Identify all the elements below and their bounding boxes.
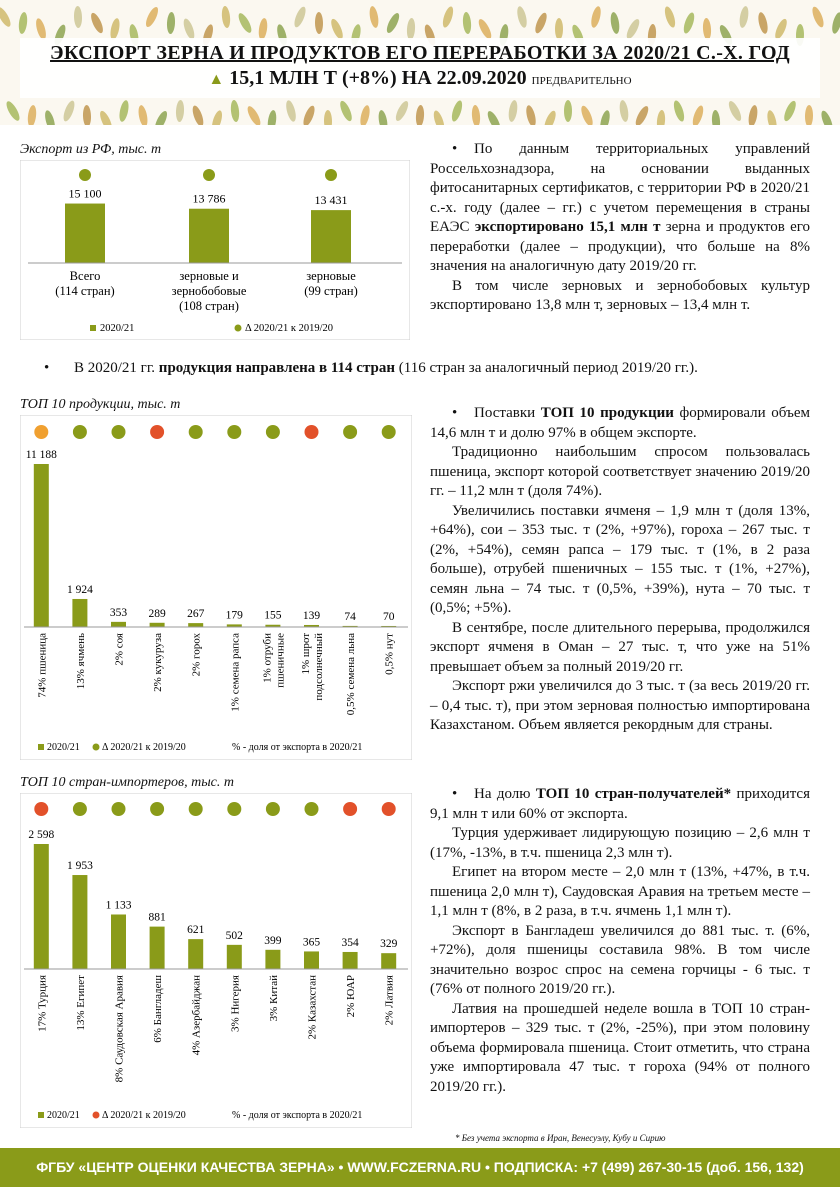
- leaf-icon: [681, 11, 696, 34]
- chart3-value-label: 621: [187, 924, 205, 937]
- legend-label: Δ 2020/21 к 2019/20: [102, 1110, 186, 1121]
- countries-count-line: [44, 360, 698, 377]
- chart3-bar: [188, 939, 203, 969]
- leaf-icon: [406, 18, 416, 41]
- chart3-category-label: 6% Бангладеш: [152, 975, 165, 1043]
- leaf-icon: [301, 104, 317, 125]
- text-run: Турция удерживает лидирующую позицию – 2,6 млн т (17%, -13%, в т.ч. пшеница 2,3 млн т).: [430, 825, 810, 861]
- text-run: В том числе зерновых и зернобобовых культур экспортировано 13,8 млн т, зерновых – 13,4 млн т.: [430, 277, 810, 313]
- leaf-icon: [579, 104, 595, 125]
- chart3-title: ТОП 10 стран-импортеров, тыс. т: [20, 775, 235, 790]
- chart3-category-label: 2% ЮАР: [345, 975, 358, 1018]
- leaf-icon: [819, 109, 835, 125]
- chart2-delta-dot: [343, 425, 357, 439]
- leaf-icon: [0, 5, 13, 28]
- chart3-value-label: 502: [225, 929, 243, 942]
- text-section-products: [430, 404, 810, 736]
- leaf-icon: [190, 104, 205, 125]
- paragraph: [430, 824, 810, 863]
- leaf-icon: [284, 99, 297, 122]
- chart2-value-label: 11 188: [25, 449, 57, 461]
- chart3-bar: [343, 952, 358, 969]
- leaf-icon: [43, 109, 57, 125]
- chart2-category-label: пшеничные: [274, 633, 287, 688]
- chart2-bar: [111, 622, 126, 627]
- chart3-delta-dot: [266, 802, 280, 816]
- leaf-icon: [598, 109, 611, 125]
- legend-bar-marker: [38, 744, 44, 750]
- leaf-icon: [74, 6, 83, 28]
- chart2-category-label: 2% соя: [113, 633, 126, 666]
- chart3-delta-dot: [150, 802, 164, 816]
- leaf-icon: [782, 99, 798, 122]
- paragraph: [430, 785, 810, 824]
- chart1-category-label: Всего: [69, 269, 101, 283]
- chart3-value-label: 881: [148, 911, 166, 924]
- leaf-icon: [323, 110, 331, 125]
- paragraph: [430, 502, 810, 619]
- chart3-delta-dot: [227, 802, 241, 816]
- leaf-icon: [393, 99, 410, 122]
- chart1-delta-dot: [325, 169, 337, 181]
- leaf-icon: [533, 11, 549, 34]
- legend-label: 2020/21: [47, 742, 80, 753]
- leaf-icon: [258, 18, 269, 41]
- chart2-category-label: 2% кукуруза: [152, 633, 165, 692]
- leaf-icon: [221, 6, 231, 29]
- text-run: Увеличились поставки ячменя – 1,9 млн т (доля 13%, +64%), сои – 353 тыс. т (2%, +97%), гороха – 267 тыс. т (2%, +54%), семян рапса – 179 тыс. т (1%, в 2 раза больше), отрубей пшеничных – 155 тыс. т (1%, +27%), семян льна – 74 тыс. т (0,5%, +39%), нута – 70 тыс. т (0,5%; +5%).: [430, 502, 810, 616]
- legend-dot-marker: [93, 744, 100, 751]
- leaf-icon: [415, 105, 425, 125]
- chart3-bar: [381, 953, 396, 969]
- chart1-category-label: (114 стран): [55, 284, 115, 298]
- leaf-icon: [542, 109, 558, 125]
- chart3-category-label: 4% Азербайджан: [190, 975, 203, 1056]
- chart3-bar: [72, 875, 87, 969]
- leaf-icon: [230, 100, 240, 123]
- paragraph: [430, 619, 810, 678]
- leaf-icon: [485, 109, 502, 125]
- text-run: (116 стран за аналогичный период 2019/20 гг.).: [395, 360, 698, 376]
- trend-up-icon: ▲: [208, 71, 225, 88]
- legend-label: Δ 2020/21 к 2019/20: [245, 323, 333, 334]
- text-section-countries: [430, 785, 810, 1097]
- leaf-icon: [747, 104, 759, 125]
- paragraph: [430, 922, 810, 1000]
- leaf-icon: [88, 11, 105, 34]
- leaf-icon: [136, 104, 148, 125]
- chart3-category-label: 8% Саудовская Аравия: [113, 975, 126, 1083]
- chart3-category-label: 13% Египет: [74, 975, 87, 1031]
- chart3-value-label: 399: [264, 934, 282, 947]
- footnote: * Без учета экспорта в Иран, Венесуэлу, Кубу и Сирию: [455, 1133, 666, 1143]
- chart1-category-label: зерновые: [306, 269, 356, 283]
- chart3-bar: [227, 945, 242, 969]
- bullet-icon: •: [44, 360, 50, 376]
- leaf-icon: [765, 109, 778, 125]
- legend-bar-marker: [90, 325, 96, 331]
- leaf-icon: [656, 110, 666, 125]
- leaf-icon: [830, 11, 840, 34]
- chart2-category-label: 1% шрот: [300, 633, 312, 675]
- leaf-icon: [338, 99, 354, 122]
- leaf-icon: [17, 12, 28, 35]
- chart3-value-label: 365: [302, 936, 321, 949]
- paragraph: [430, 863, 810, 922]
- leaf-icon: [118, 99, 130, 122]
- chart2-value-label: 139: [302, 609, 321, 622]
- chart3-bar: [150, 927, 165, 969]
- leaf-icon: [524, 104, 537, 125]
- chart3-category-label: 3% Китай: [267, 975, 280, 1022]
- bold-text: экспортировано 15,1 млн т: [474, 219, 661, 235]
- chart3-delta-dot: [112, 802, 126, 816]
- legend-label: % - доля от экспорта в 2020/21: [232, 1110, 363, 1121]
- chart3-delta-dot: [73, 802, 87, 816]
- legend-label: Δ 2020/21 к 2019/20: [102, 742, 186, 753]
- leaf-icon: [589, 5, 602, 28]
- chart2-value-label: 353: [109, 606, 128, 619]
- leaf-icon: [314, 12, 322, 34]
- leaf-icon: [738, 5, 750, 28]
- leaf-icon: [633, 104, 650, 125]
- paragraph: [430, 277, 810, 316]
- chart2-category-label: подсолнечный: [313, 633, 325, 701]
- leaf-icon: [609, 12, 620, 35]
- leaf-icon: [726, 99, 743, 122]
- chart2-delta-dot: [73, 425, 87, 439]
- chart3-bar: [304, 951, 319, 969]
- chart3-category-label: 3% Нигерия: [229, 975, 242, 1032]
- chart1-bar: [311, 210, 351, 263]
- paragraph: [430, 140, 810, 277]
- chart2-value-label: 267: [187, 608, 205, 621]
- chart2-category-label: 0,5% нут: [383, 633, 396, 675]
- text-run: В 2020/21 гг.: [74, 360, 159, 376]
- chart2-delta-dot: [305, 425, 319, 439]
- leaf-icon: [4, 99, 22, 122]
- chart2-title: ТОП 10 продукции, тыс. т: [20, 397, 181, 412]
- chart1-value-label: 15 100: [68, 186, 102, 201]
- chart2-value-label: 74: [344, 610, 356, 623]
- paragraph: [430, 443, 810, 502]
- leaf-icon: [431, 109, 446, 125]
- chart2-delta-dot: [227, 425, 241, 439]
- chart2-category-label: 1% семена рапса: [229, 633, 242, 712]
- legend-dot-marker: [235, 325, 242, 332]
- text-run: Традиционно наибольшим спросом пользовалась пшеница, экспорт которой соответствует значению 2019/20 гг. – 11,2 млн т (доля 74%).: [430, 444, 810, 499]
- leaf-icon: [555, 18, 563, 40]
- leaf-icon: [462, 12, 472, 35]
- chart3-value-label: 1 953: [66, 860, 93, 873]
- chart3-value-label: 329: [380, 938, 398, 951]
- leaf-icon: [702, 18, 712, 41]
- text-run: приходится 9,1 млн т или 60% от экспорта.: [430, 786, 810, 822]
- leaf-icon: [756, 11, 769, 34]
- leaf-icon: [153, 109, 170, 125]
- chart2-bar: [150, 623, 165, 627]
- legend-bar-marker: [38, 1112, 44, 1118]
- chart3-bar: [34, 844, 49, 969]
- header-banner: [0, 0, 840, 125]
- chart2-category-label: 1% отруби: [261, 633, 274, 683]
- leaf-icon: [97, 109, 114, 125]
- leaf-icon: [384, 11, 401, 34]
- leaf-icon: [368, 5, 380, 28]
- chart2-value-label: 1 924: [66, 583, 93, 596]
- chart3-value-label: 2 598: [28, 829, 55, 841]
- subtitle-main: 15,1 МЛН Т (+8%) НА 22.09.2020: [229, 67, 527, 89]
- chart-top10-products: [20, 415, 412, 760]
- chart3-category-label: 2% Латвия: [383, 975, 396, 1026]
- leaf-icon: [166, 12, 175, 34]
- title-block: [20, 38, 820, 98]
- chart3-bar: [111, 914, 126, 969]
- chart3-delta-dot: [189, 802, 203, 816]
- chart2-delta-dot: [266, 425, 280, 439]
- paragraph: [430, 677, 810, 736]
- footer-bar: ФГБУ «ЦЕНТР ОЦЕНКИ КАЧЕСТВА ЗЕРНА» • WWW.FCZERNA.RU • ПОДПИСКА: +7 (499) 267-30-15 (доб. 156, 132): [0, 1148, 840, 1187]
- leaf-icon: [663, 5, 677, 28]
- chart2-value-label: 70: [382, 610, 395, 623]
- chart3-delta-dot: [305, 802, 319, 816]
- leaf-icon: [267, 110, 278, 125]
- leaf-icon: [672, 99, 686, 122]
- text-run: формировали объем 14,6 млн т и долю 97% в общем экспорте.: [430, 405, 810, 441]
- chart3-delta-dot: [34, 802, 48, 816]
- chart2-delta-dot: [150, 425, 164, 439]
- bold-text: продукция направлена в 114 стран: [158, 360, 395, 376]
- leaf-icon: [377, 109, 389, 125]
- leaf-icon: [441, 5, 455, 28]
- chart1-category-label: зерновые и: [179, 269, 239, 283]
- chart2-delta-dot: [382, 425, 396, 439]
- leaf-icon: [358, 104, 371, 125]
- bold-text: ТОП 10 стран-получателей*: [535, 786, 732, 802]
- chart1-category-label: зернобобовые: [171, 284, 247, 298]
- text-run: По данным территориальных управлений Россельхознадзора, на основании выданных фитосанитарных сертификатов, с территории РФ в 2020/21 с.-х. году (далее – гг.) с учетом перемещения в страны ЕАЭС: [430, 141, 810, 235]
- chart2-delta-dot: [189, 425, 203, 439]
- paragraph: [430, 1000, 810, 1098]
- chart3-delta-dot: [343, 802, 357, 816]
- chart1-value-label: 13 431: [314, 193, 348, 208]
- chart2-delta-dot: [34, 425, 48, 439]
- text-run: зерна и продуктов его переработки (далее – продукции), что больше на 8% значения на аналогичную дату 2019/20 гг.: [430, 219, 811, 274]
- leaf-icon: [515, 5, 528, 28]
- page-subtitle: [20, 67, 820, 90]
- text-run: В сентябре, после длительного перерыва, продолжился экспорт ячменя в Оман – 27 тыс. т, что уже на 51% превышает объем за полный 2019/20 гг.: [430, 619, 810, 675]
- chart2-category-label: 13% ячмень: [74, 633, 87, 690]
- chart1-value-label: 13 786: [192, 191, 226, 206]
- leaf-icon: [209, 109, 223, 125]
- legend-label: 2020/21: [100, 323, 135, 334]
- chart1-category-label: (99 стран): [304, 284, 358, 298]
- text-run: Поставки: [474, 405, 541, 421]
- leaf-icon: [292, 5, 308, 28]
- leaf-icon: [61, 99, 76, 122]
- chart3-value-label: 354: [341, 936, 359, 949]
- chart2-category-label: 74% пшеница: [36, 633, 49, 698]
- legend-label: % - доля от экспорта в 2020/21: [232, 742, 363, 753]
- chart3-category-label: 17% Турция: [36, 975, 49, 1032]
- chart-top10-countries: [20, 793, 412, 1128]
- chart2-category-label: 0,5% семена льна: [345, 633, 358, 716]
- legend-dot-marker: [93, 1112, 100, 1119]
- text-run: На долю: [474, 786, 536, 802]
- leaf-icon: [507, 100, 518, 123]
- chart2-bar: [188, 623, 203, 627]
- text-run: Латвия на прошедшей неделе вошла в ТОП 10 стран-импортеров – 329 тыс. т (2%, -25%), при этом половину объема формировала пшеница. Стоит отметить, что страна уже импортировала 47 тыс. т гороха (94% от полного 2019/20 гг.).: [430, 1000, 810, 1095]
- text-section-summary: [430, 140, 810, 316]
- leaf-icon: [618, 100, 629, 123]
- chart2-bar: [72, 599, 87, 627]
- subtitle-note: ПРЕДВАРИТЕЛЬНО: [531, 75, 632, 87]
- leaf-icon: [711, 110, 721, 125]
- chart1-delta-dot: [79, 169, 91, 181]
- leaf-icon: [564, 100, 572, 122]
- leaf-icon: [83, 105, 92, 125]
- chart1-category-label: (108 стран): [179, 299, 239, 313]
- chart1-bar: [65, 204, 105, 263]
- legend-label: 2020/21: [47, 1110, 80, 1121]
- chart1-delta-dot: [203, 169, 215, 181]
- chart1-title: Экспорт из РФ, тыс. т: [20, 142, 162, 157]
- chart2-value-label: 155: [264, 609, 282, 622]
- chart-export-total: [20, 160, 410, 340]
- chart3-category-label: 2% Казахстан: [306, 975, 319, 1040]
- chart3-bar: [265, 950, 280, 969]
- text-run: Египет на втором месте – 2,0 млн т (13%, +47%, в т.ч. пшеница 2,0 млн т), Саудовская Аравия на третьем месте – 1,1 млн т (8%, в 2 раза, в т.ч. ячмень 1,1 млн т).: [430, 864, 810, 919]
- chart2-value-label: 179: [225, 609, 243, 622]
- chart2-bar: [34, 464, 49, 627]
- leaf-icon: [804, 105, 812, 125]
- leaf-icon: [236, 11, 254, 34]
- leaf-icon: [175, 100, 184, 122]
- chart2-category-label: 2% горох: [190, 633, 203, 677]
- leaf-icon: [690, 104, 705, 125]
- leaf-icon: [471, 105, 481, 125]
- chart3-value-label: 1 133: [105, 899, 132, 912]
- text-run: Экспорт ржи увеличился до 3 тыс. т (за весь 2019/20 гг. – 0,4 тыс. т), при этом зерновая полностью импортирована Казахстаном. Объем является рекордным для страны.: [430, 678, 810, 733]
- chart2-delta-dot: [112, 425, 126, 439]
- paragraph: [430, 404, 810, 443]
- chart2-value-label: 289: [148, 607, 166, 620]
- page-title: ЭКСПОРТ ЗЕРНА И ПРОДУКТОВ ЕГО ПЕРЕРАБОТКИ ЗА 2020/21 С.-Х. ГОД: [50, 42, 790, 64]
- leaf-icon: [245, 104, 263, 125]
- leaf-icon: [144, 5, 161, 28]
- bold-text: ТОП 10 продукции: [540, 405, 674, 421]
- leaf-icon: [450, 99, 464, 122]
- leaf-icon: [810, 5, 826, 28]
- leaf-icon: [26, 105, 37, 125]
- chart1-bar: [189, 209, 229, 263]
- chart3-delta-dot: [382, 802, 396, 816]
- text-run: Экспорт в Бангладеш увеличился до 881 тыс. т. (6%, +72%), доля пшеницы составила 98%. В том числе значительно возрос спрос на семена горчицы - 6 тыс. т (76% от полного 2019/20 гг.).: [430, 922, 810, 997]
